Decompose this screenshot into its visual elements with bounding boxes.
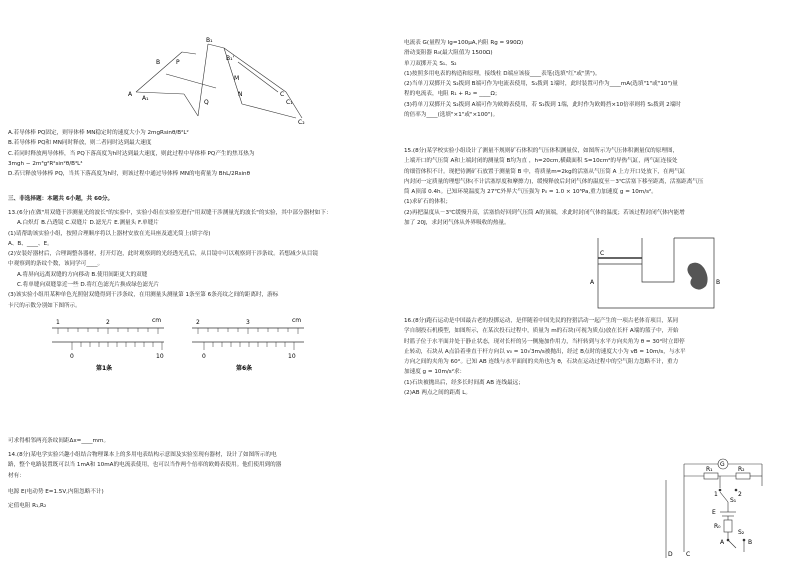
q14-line: 材有： (8, 472, 25, 479)
rails-figure (126, 34, 326, 126)
circuit-label: R₂ (738, 466, 745, 473)
option-a: A.若导体棒 PQ固定，则导体棒 MN稳定时的速度大小为 2mgRsinθ/B²L² (8, 130, 189, 136)
q14-line: 路，整个电路装置既可以当 1mA和 10mA的电流表使用，也可以当作两个倍率的欧姆表使用。他们使用到的器 (8, 462, 282, 469)
circuit-label: G (720, 461, 725, 468)
q16-line: 16.(8分)跑石运动是中国最古老的投掷运动，是伴随着中国先民的狩猎活动一起产生的一项古老体育项目，某同 (404, 318, 679, 324)
q15-line: (2)再把温度从－3℃缓慢升高，活塞恰好回到气压筒 A的顶端，求此时封闭气体的温度；若该过程封闭气体内能增 (404, 209, 685, 216)
caliper-unit: cm (292, 317, 302, 324)
q13-line: (2)安装好器材后，合理调整各器材，打开灯泡，此时观察到的光经透光孔后，从目镜中可以观察到干涉条纹。若想减少从目镜 (8, 251, 318, 258)
option-c: C.若同时释放两导体棒，当 PQ下落高度为h时达到最大速度，则此过程中导体棒 PQ产生的焦耳热为 (8, 150, 255, 157)
figure-label: A (590, 279, 595, 286)
q14-cont-line: (3)将单刀双掷开关 S₂拨到 A端可作为欧姆表使用，若 S₁拨到 1端，此时作为欧姆挡×10倍率则将 S₁拨到 2端时 (404, 101, 681, 108)
figure-label: C (600, 250, 605, 257)
figure-label: C (280, 91, 285, 98)
q14-cont-line: 滑动变阻器 R₀(最大阻值为 1500Ω) (404, 50, 493, 57)
figure-label: M (234, 75, 240, 82)
circuit-label: C (686, 551, 691, 558)
q13-line: C.将单缝向双缝靠近一些 D.将红色滤光片换成绿色滤光片 (17, 282, 160, 289)
circuit-label: A (720, 539, 725, 546)
caliper-main-tick: 3 (246, 319, 250, 326)
circuit-figure (658, 452, 776, 560)
option-b: B.若导体棒 PQ和 MN同时释放，则二者同时达到最大速度 (8, 140, 152, 147)
q15-line: 15.(8分)某学校实验小组设计了测量不规则矿石体积的气压体积测量仪，如图所示为气压体积测量仪的原理图， (404, 148, 679, 154)
q15-line: 的细管体积不计。现把待测矿石放置于测量筒 B 中，将质量m=2kg的活塞从气压筒 A 上方开口处放下，在两气缸 (404, 168, 686, 175)
q13-line: 卡尺的示数分别如下图所示。 (8, 302, 81, 309)
q13-line: 中观察到的条纹个数，该同学可____。 (8, 261, 104, 268)
q13-line: (1)请帮助该实验小组，按照合理顺序将以上器材安放在光具座及遮光筒上(填字母) (8, 230, 211, 237)
caliper-vernier-tick: 0 (70, 353, 74, 360)
q15-line: 加了 20J，求封闭气体从外界吸收的热量。 (404, 220, 510, 227)
q14-cont-line: 的倍率为____(选填"×1"或"×100")。 (404, 112, 499, 119)
q14-line: 14.(8分)某电学实验兴趣小组结合物理课本上的多用电表结构示意图及实验室现有器材，设计了如图所示的电 (8, 452, 277, 458)
option-d: D.若只释放导体棒 PQ，当其下落高度为h时，则该过程中通过导体棒 MN的电荷量为 BhL/2Rsinθ (8, 171, 251, 178)
q16-line: 时篮子位于水平面并处于静止状态，现对长杆的另一侧施加作用力，当杆转到与水平方向夹角为 θ = 30°时立即停 (404, 338, 685, 345)
q14-line: 电源 E(电动势 E=1.5V,内阻忽略不计) (8, 488, 104, 495)
q13-line: (3)该实验小组用某种单色光照射双缝得到干涉条纹，在用测量头测量第 1条至第 6条亮纹之间的距离时，游标 (8, 292, 279, 299)
caliper-vernier-tick: 0 (202, 353, 206, 360)
q15-line: 上端开口的气压筒 A和上端封闭的测量筒 B均为直 ，h=20cm,横截面积 S=10cm²的导热气缸，两气缸连接处 (404, 158, 678, 165)
circuit-label: E (712, 509, 716, 516)
q13-result: 可求得相邻两亮条纹间距Δx=____mm。 (8, 438, 110, 444)
q13-line: 13.(6分)在做"用双缝干涉测量光的波长"的实验中，实验小组在实验室进行"用双缝干涉测量光的波长"的实验，其中部分器材如下： (8, 210, 332, 216)
circuit-label: R₁ (706, 466, 713, 473)
figure-label: C₂ (298, 119, 305, 126)
figure-label: Q (204, 99, 209, 106)
circuit-label: B (748, 539, 753, 546)
q14-cont-line: (1)按照多用电表的构造和原理，接线柱 D端应该接____表笔(选填"红"或"黑")。 (404, 70, 601, 77)
q14-cont-line: (2)当单刀双掷开关 S₂拨到 B端可作为电流表使用，S₁拨到 1端时，此时装置可作为____mA(选填"1"或"10")量 (404, 81, 678, 88)
option-c-formula: 3mgh − 2m³g²R²sin²θ/B⁴L⁴ (8, 160, 83, 167)
q16-line: (1)石块被抛出后，经多长时间离 AB 连线最远； (404, 379, 524, 386)
q13-line: A、B、____、E。 (8, 240, 53, 247)
q14-cont-line: 电流表 G(量程为 Ig=100μA,内阻 Rg = 990Ω) (404, 40, 524, 46)
caliper-main-tick: 2 (196, 319, 200, 326)
q14-cont-line: 单刀双掷开关 S₁、S₂ (404, 60, 457, 67)
caliper-vernier-tick: 10 (288, 353, 296, 360)
figure-label: B (156, 59, 161, 66)
figure-label: B₁ (206, 37, 213, 44)
caliper-main-tick: 2 (106, 319, 110, 326)
caliper-caption: 第6条 (236, 365, 253, 372)
caliper-figure-2 (188, 314, 308, 372)
q14-cont-line: 程的电流表，电阻 R₁ + R₂ = ____Ω； (404, 91, 501, 98)
caliper-main-tick: 1 (56, 319, 60, 326)
caliper-caption: 第1条 (96, 365, 113, 372)
q13-line: A.将屏向远离双缝的方向移动 B.使用间距更大的双缝 (17, 271, 148, 278)
q15-line: (1)求矿石的体积； (404, 199, 452, 206)
q16-line: 学自制投石机模型，如图所示，在某次投石过程中，质量为 m的石块(可视为质点)放在长杆 A端的篮子中，开始 (404, 328, 679, 335)
circuit-label: S₁ (730, 497, 737, 504)
figure-label: C₁ (286, 99, 293, 106)
circuit-label: S₂ (738, 529, 745, 536)
figure-label: N (238, 91, 243, 98)
q15-line: 筒 A顶部 0.4h。已知环境温度为 27℃外界大气压强为 P₀ = 1.0 × 10⁵Pa,重力加速度 g = 10m/s²。 (404, 189, 657, 196)
q16-line: 方向之间的夹角为 60°。已知 AB 连线与水平面间的夹角也为 θ，石块在运动过程中的空气阻力忽略不计，重力 (404, 359, 679, 366)
cylinder-figure (588, 234, 724, 314)
figure-label: B (716, 279, 721, 286)
circuit-label: 2 (738, 491, 742, 498)
q16-line: (2)AB 两点之间的距离 L。 (404, 390, 472, 397)
figure-label: A (128, 91, 133, 98)
circuit-label: R₀ (714, 523, 721, 530)
figure-label: A₁ (142, 95, 149, 102)
section-title: 三、非选择题：本题共 6小题，共 60分。 (8, 196, 114, 202)
circuit-label: D (668, 551, 673, 558)
q14-line: 定值电阻 R₁,R₂ (8, 503, 47, 510)
figure-label: P (176, 59, 180, 66)
caliper-unit: cm (152, 317, 162, 324)
q13-line: A.白炽灯 B.凸透镜 C.双缝片 D.滤光片 E.测量头 F.单缝片 (17, 220, 159, 227)
q16-line: 加速度 g = 10m/s²求： (404, 369, 466, 376)
caliper-vernier-tick: 10 (156, 353, 164, 360)
figure-label: B₁' (226, 55, 235, 62)
caliper-figure-1 (48, 314, 168, 372)
q16-line: 止转动，石块从 A点沿着垂直于杆方向以 v₀ = 10√3m/s被抛出，经过 B点时的速度大小为 vB = 10m/s，与水平 (404, 348, 686, 355)
circuit-label: 1 (714, 491, 718, 498)
q15-line: 内封闭一定质量的理想气体(不计活塞厚度和摩擦力)，缓慢释放后封闭气体的温度至－3℃活塞下移至距离，活塞距离气压 (404, 178, 704, 185)
